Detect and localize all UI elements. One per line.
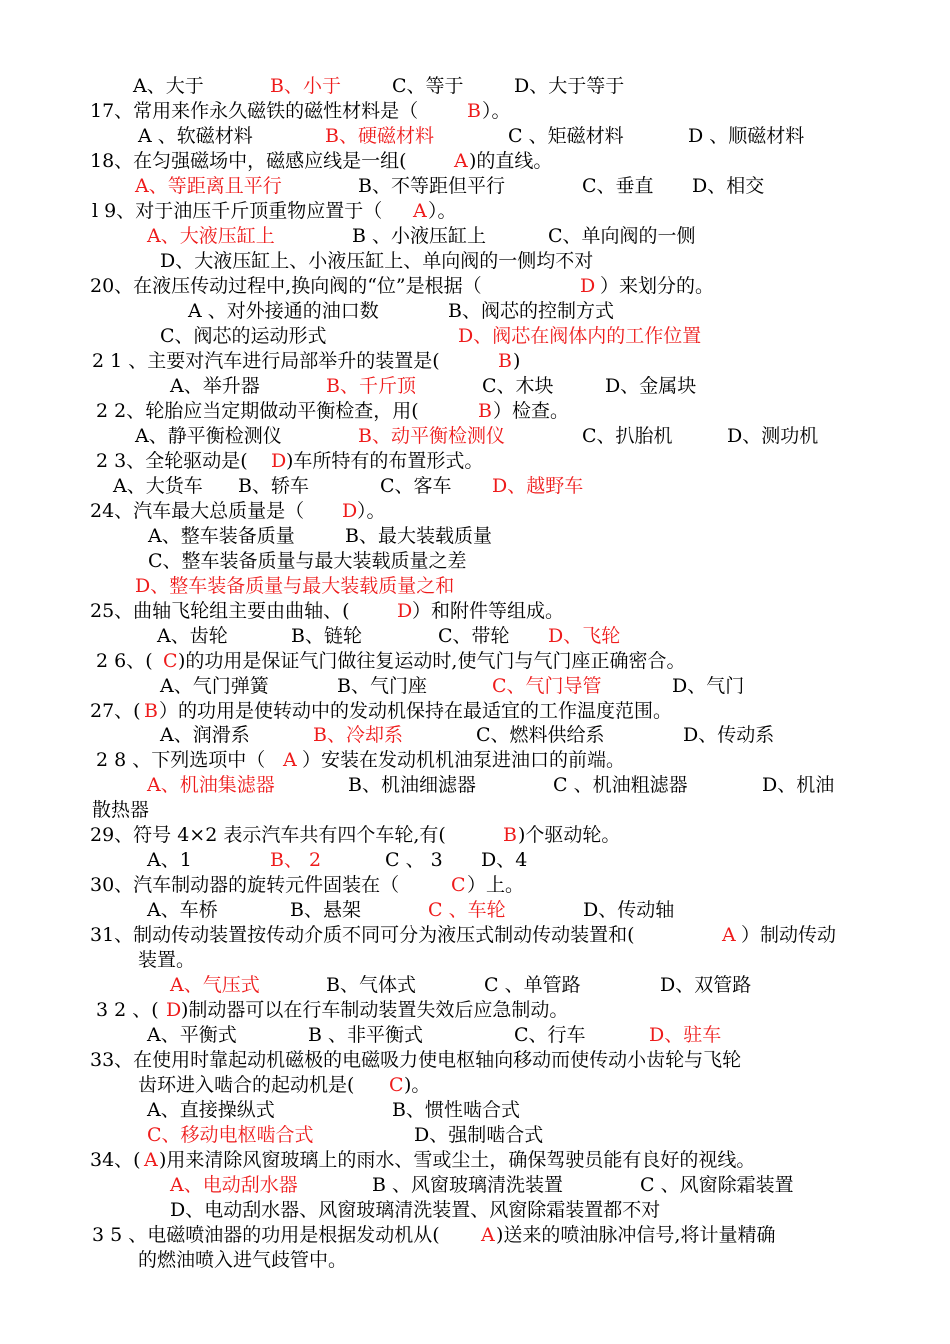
text-segment: B、惯性啮合式 bbox=[392, 1099, 520, 1121]
answer-text: D bbox=[397, 600, 413, 622]
text-line bbox=[0, 324, 950, 349]
answer-text: B、 2 bbox=[270, 849, 322, 871]
text-segment: A、大货车 bbox=[113, 475, 203, 497]
text-line bbox=[0, 1023, 950, 1048]
answer-text: D bbox=[342, 500, 358, 522]
text-segment: C 、风窗除霜装置 bbox=[640, 1174, 794, 1196]
text-line bbox=[0, 399, 950, 424]
text-segment: ) bbox=[513, 350, 521, 372]
text-segment: D、大于等于 bbox=[514, 75, 625, 97]
text-line bbox=[0, 873, 950, 898]
text-segment: 齿环进入啮合的起动机是( bbox=[138, 1074, 355, 1096]
answer-text: D bbox=[580, 275, 596, 297]
answer-text: C bbox=[451, 874, 466, 896]
answer-text: D bbox=[271, 450, 287, 472]
answer-text: C、移动电枢啮合式 bbox=[147, 1124, 314, 1146]
text-segment: C、燃料供给系 bbox=[476, 724, 605, 746]
text-line bbox=[0, 948, 950, 973]
answer-text: B、小于 bbox=[270, 75, 341, 97]
text-line bbox=[0, 199, 950, 224]
answer-text: D、整车装备质量与最大装载质量之和 bbox=[135, 575, 455, 597]
text-segment: B、气门座 bbox=[337, 675, 427, 697]
text-segment: B、阀芯的控制方式 bbox=[448, 300, 614, 322]
text-segment: 24、汽车最大总质量是（ bbox=[90, 500, 305, 522]
text-segment: C、木块 bbox=[482, 375, 554, 397]
answer-text: B bbox=[503, 824, 517, 846]
text-segment: 30、汽车制动器的旋转元件固装在（ bbox=[90, 874, 400, 896]
answer-text: D bbox=[166, 999, 182, 1021]
text-line bbox=[0, 1073, 950, 1098]
answer-text: D、飞轮 bbox=[548, 625, 621, 647]
text-line bbox=[0, 798, 950, 823]
text-segment: l 9、对于油压千斤顶重物应置于（ bbox=[92, 200, 383, 222]
text-segment: A、直接操纵式 bbox=[147, 1099, 275, 1121]
answer-text: B、千斤顶 bbox=[326, 375, 416, 397]
text-segment: B、机油细滤器 bbox=[348, 774, 476, 796]
answer-text: A bbox=[413, 200, 427, 222]
text-line bbox=[0, 773, 950, 798]
text-segment: A、润滑系 bbox=[160, 724, 250, 746]
text-segment: C 、矩磁材料 bbox=[508, 125, 624, 147]
text-segment: 20、在液压传动过程中,换向阀的“位”是根据（ bbox=[90, 275, 482, 297]
text-line bbox=[0, 499, 950, 524]
text-segment: D、4 bbox=[481, 849, 528, 871]
text-segment: )车所特有的布置形式。 bbox=[286, 450, 484, 472]
text-line bbox=[0, 474, 950, 499]
text-segment: A、整车装备质量 bbox=[148, 525, 295, 547]
text-segment: D 、顺磁材料 bbox=[688, 125, 805, 147]
text-segment: C 、机油粗滤器 bbox=[553, 774, 688, 796]
answer-text: D、驻车 bbox=[649, 1024, 722, 1046]
text-segment: B、最大装载质量 bbox=[345, 525, 492, 547]
text-segment: 散热器 bbox=[92, 799, 150, 821]
answer-text: A、电动刮水器 bbox=[170, 1174, 298, 1196]
text-segment: ）检查。 bbox=[493, 400, 570, 422]
text-segment: ）。 bbox=[428, 200, 457, 222]
text-segment: C、扒胎机 bbox=[582, 425, 673, 447]
answer-text: B bbox=[498, 350, 512, 372]
text-segment: D、金属块 bbox=[605, 375, 697, 397]
text-line bbox=[0, 449, 950, 474]
text-segment: A、平衡式 bbox=[147, 1024, 237, 1046]
text-segment: A 、软磁材料 bbox=[138, 125, 253, 147]
text-line bbox=[0, 674, 950, 699]
text-segment: 33、在使用时靠起动机磁极的电磁吸力使电枢轴向移动而使传动小齿轮与飞轮 bbox=[90, 1049, 742, 1071]
text-segment: D、大液压缸上、小液压缸上、单向阀的一侧均不对 bbox=[160, 250, 594, 272]
text-segment: D、双管路 bbox=[660, 974, 752, 996]
text-segment: D、相交 bbox=[692, 175, 765, 197]
answer-text: C、气门导管 bbox=[492, 675, 602, 697]
text-line bbox=[0, 99, 950, 124]
answer-text: A bbox=[454, 150, 468, 172]
text-line bbox=[0, 249, 950, 274]
text-segment: D、传动轴 bbox=[583, 899, 675, 921]
text-line bbox=[0, 1098, 950, 1123]
text-segment: ）。 bbox=[482, 100, 511, 122]
text-line bbox=[0, 574, 950, 599]
answer-text: B bbox=[144, 700, 158, 722]
text-segment: 34、( bbox=[90, 1149, 141, 1171]
answer-text: A bbox=[144, 1149, 158, 1171]
text-segment: C 、 3 bbox=[385, 849, 443, 871]
text-segment: B 、非平衡式 bbox=[308, 1024, 424, 1046]
answer-text: B、动平衡检测仪 bbox=[358, 425, 505, 447]
text-line bbox=[0, 848, 950, 873]
text-line bbox=[0, 374, 950, 399]
answer-text: B bbox=[467, 100, 481, 122]
text-segment: B、不等距但平行 bbox=[358, 175, 505, 197]
text-segment: A、车桥 bbox=[147, 899, 218, 921]
text-line bbox=[0, 124, 950, 149]
text-segment: A 、对外接通的油口数 bbox=[188, 300, 379, 322]
answer-text: A、机油集滤器 bbox=[147, 774, 275, 796]
text-line bbox=[0, 649, 950, 674]
text-line bbox=[0, 424, 950, 449]
text-segment: 2 3、全轮驱动是( bbox=[96, 450, 248, 472]
text-segment: B、悬架 bbox=[290, 899, 361, 921]
text-line bbox=[0, 1123, 950, 1148]
text-segment: B、链轮 bbox=[291, 625, 362, 647]
text-segment: C、行车 bbox=[514, 1024, 586, 1046]
text-segment: C 、单管路 bbox=[484, 974, 581, 996]
answer-text: A、等距离且平行 bbox=[135, 175, 282, 197]
answer-text: A bbox=[722, 924, 736, 946]
text-segment: )的功用是保证气门做往复运动时,使气门与气门座正确密合。 bbox=[178, 650, 686, 672]
text-segment: 装置。 bbox=[138, 949, 196, 971]
answer-text: B、硬磁材料 bbox=[325, 125, 434, 147]
text-segment: D、传动系 bbox=[683, 724, 775, 746]
answer-text: C bbox=[389, 1074, 404, 1096]
text-line bbox=[0, 224, 950, 249]
text-segment: 31、制动传动装置按传动介质不同可分为液压式制动传动装置和( bbox=[90, 924, 635, 946]
answer-text: A、气压式 bbox=[170, 974, 260, 996]
answer-text: B bbox=[478, 400, 492, 422]
text-segment: D、强制啮合式 bbox=[414, 1124, 544, 1146]
text-line bbox=[0, 973, 950, 998]
text-segment: A、1 bbox=[147, 849, 192, 871]
text-line bbox=[0, 723, 950, 748]
text-line bbox=[0, 1223, 950, 1248]
text-line bbox=[0, 149, 950, 174]
text-segment: ）和附件等组成。 bbox=[412, 600, 565, 622]
text-segment: C、客车 bbox=[380, 475, 452, 497]
text-segment: 2 1 、主要对汽车进行局部举升的装置是( bbox=[92, 350, 440, 372]
text-line bbox=[0, 1148, 950, 1173]
text-line bbox=[0, 274, 950, 299]
text-segment: ）上。 bbox=[467, 874, 525, 896]
text-line bbox=[0, 349, 950, 374]
text-segment: ）安装在发动机机油泵进油口的前端。 bbox=[302, 749, 626, 771]
text-segment: ）。 bbox=[357, 500, 386, 522]
text-segment: D、测功机 bbox=[727, 425, 819, 447]
text-line bbox=[0, 599, 950, 624]
text-segment: )送来的喷油脉冲信号,将计量精确 bbox=[496, 1224, 776, 1246]
text-segment: ）来划分的。 bbox=[600, 275, 715, 297]
text-segment: 3 5 、电磁喷油器的功用是根据发动机从( bbox=[92, 1224, 440, 1246]
text-segment: )的直线。 bbox=[469, 150, 553, 172]
text-line bbox=[0, 624, 950, 649]
text-line bbox=[0, 923, 950, 948]
text-segment: C、垂直 bbox=[582, 175, 654, 197]
text-segment: 18、在匀强磁场中，磁感应线是一组( bbox=[90, 150, 407, 172]
text-segment: B 、风窗玻璃清洗装置 bbox=[372, 1174, 564, 1196]
text-segment: C、阀芯的运动形式 bbox=[160, 325, 327, 347]
text-line bbox=[0, 998, 950, 1023]
text-segment: 27、( bbox=[90, 700, 141, 722]
text-segment: C、等于 bbox=[392, 75, 464, 97]
text-segment: C、单向阀的一侧 bbox=[548, 225, 696, 247]
answer-text: D、阀芯在阀体内的工作位置 bbox=[458, 325, 702, 347]
text-segment: D、气门 bbox=[672, 675, 745, 697]
text-segment: C、整车装备质量与最大装载质量之差 bbox=[148, 550, 467, 572]
text-line bbox=[0, 299, 950, 324]
text-segment: 17、常用来作永久磁铁的磁性材料是（ bbox=[90, 100, 419, 122]
text-line bbox=[0, 699, 950, 724]
text-segment: D、机油 bbox=[762, 774, 835, 796]
text-segment: 3 2 、( bbox=[96, 999, 159, 1021]
text-line bbox=[0, 748, 950, 773]
text-segment: A、齿轮 bbox=[157, 625, 228, 647]
text-segment: A、气门弹簧 bbox=[160, 675, 269, 697]
text-segment: 2 2、轮胎应当定期做动平衡检查，用( bbox=[96, 400, 419, 422]
text-segment: A、大于 bbox=[133, 75, 204, 97]
text-line bbox=[0, 174, 950, 199]
answer-text: A bbox=[283, 749, 297, 771]
text-line bbox=[0, 1173, 950, 1198]
text-line bbox=[0, 1248, 950, 1273]
text-segment: B、轿车 bbox=[238, 475, 309, 497]
text-segment: D、电动刮水器、风窗玻璃清洗装置、风窗除霜装置都不对 bbox=[170, 1199, 661, 1221]
text-line bbox=[0, 1048, 950, 1073]
text-segment: ）制动传动 bbox=[741, 924, 837, 946]
answer-text: A、大液压缸上 bbox=[147, 225, 275, 247]
text-segment: B、气体式 bbox=[326, 974, 416, 996]
text-segment: 25、曲轴飞轮组主要由曲轴、( bbox=[90, 600, 350, 622]
text-line bbox=[0, 524, 950, 549]
text-segment: A、静平衡检测仪 bbox=[135, 425, 282, 447]
text-segment: )用来清除风窗玻璃上的雨水、雪或尘土，确保驾驶员能有良好的视线。 bbox=[159, 1149, 756, 1171]
text-line bbox=[0, 898, 950, 923]
answer-text: D、越野车 bbox=[492, 475, 584, 497]
text-line bbox=[0, 74, 950, 99]
text-segment: 2 8 、下列选项中（ bbox=[96, 749, 266, 771]
text-segment: )。 bbox=[404, 1074, 431, 1096]
answer-text: B、冷却系 bbox=[313, 724, 403, 746]
text-segment: 29、符号 4×2 表示汽车共有四个车轮,有( bbox=[90, 824, 446, 846]
text-segment: C、带轮 bbox=[438, 625, 510, 647]
text-segment: )制动器可以在行车制动装置失效后应急制动。 bbox=[181, 999, 569, 1021]
text-segment: B 、小液压缸上 bbox=[352, 225, 487, 247]
text-segment: )个驱动轮。 bbox=[518, 824, 621, 846]
text-segment: 2 6、( bbox=[96, 650, 153, 672]
text-line bbox=[0, 1198, 950, 1223]
answer-text: C 、车轮 bbox=[428, 899, 506, 921]
answer-text: A bbox=[481, 1224, 495, 1246]
text-segment: 的燃油喷入进气歧管中。 bbox=[138, 1249, 348, 1271]
text-line bbox=[0, 823, 950, 848]
text-segment: ）的功用是使转动中的发动机保持在最适宜的工作温度范围。 bbox=[159, 700, 673, 722]
answer-text: C bbox=[163, 650, 178, 672]
text-line bbox=[0, 549, 950, 574]
text-segment: A、举升器 bbox=[170, 375, 260, 397]
